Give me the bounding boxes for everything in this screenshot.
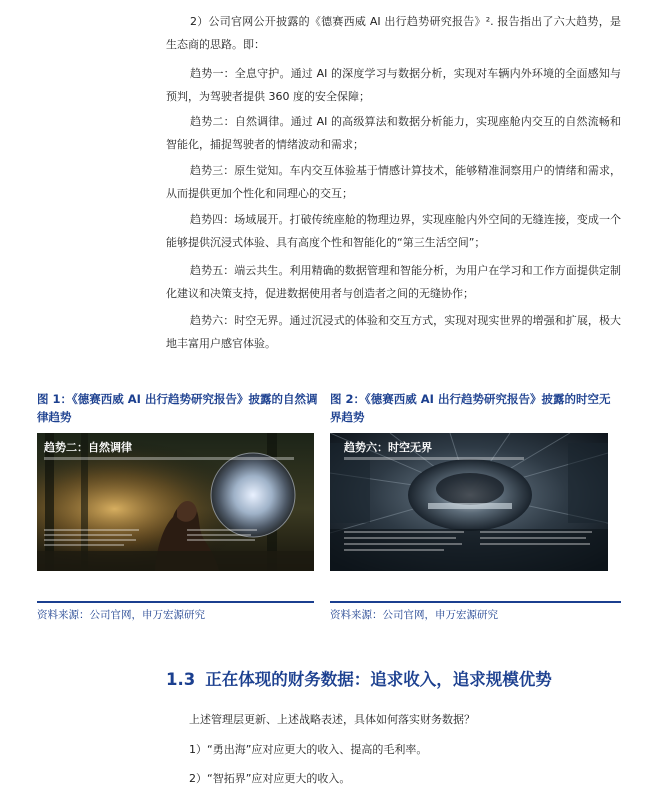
figure-1-title: 图 1：《德赛西威 AI 出行趋势研究报告》披露的自然调律趋势 bbox=[37, 392, 318, 424]
figure-1-rule bbox=[37, 601, 314, 603]
trend-2-paragraph bbox=[166, 110, 621, 156]
figure-2-title: 图 2：《德赛西威 AI 出行趋势研究报告》披露的时空无界趋势 bbox=[330, 392, 611, 424]
trend-6-label: 趋势六：时空无界。 bbox=[190, 314, 290, 327]
trend-1-label: 趋势一：全息守护。 bbox=[190, 67, 291, 80]
trend-4-text: 打破传统座舱的物理边界，实现座舱内外空间的无缝连接，变成一个能够提供沉浸式体验、具有高度个性和智能化的“第三生活空间”； bbox=[166, 213, 622, 249]
trend-1-text: 通过 AI 的深度学习与数据分析，实现对车辆内外环境的全面感知与预判，为驾驶者提供 360 度的安全保障； bbox=[166, 67, 622, 103]
trend-5-paragraph bbox=[166, 259, 621, 305]
trend-2-label: 趋势二：自然调律。 bbox=[190, 115, 291, 128]
trend-4-paragraph bbox=[166, 208, 621, 254]
intro-paragraph: 2）公司官网公开披露的《德赛西威 AI 出行趋势研究报告》². 报告指出了六大趋势，是生态商的思路。即： bbox=[166, 15, 621, 51]
trend-5-text: 利用精确的数据管理和智能分析，为用户在学习和工作方面提供定制化建议和决策支持，促进数据使用者与创造者之间的无缝协作； bbox=[166, 264, 622, 300]
figure-1-image bbox=[37, 433, 314, 571]
section-heading bbox=[166, 666, 552, 690]
figure-2-image-heading: 趋势六：时空无界 bbox=[344, 441, 432, 454]
trend-2-text: 通过 AI 的高级算法和数据分析能力，实现座舱内交互的自然流畅和智能化，捕捉驾驶者的情绪波动和需求； bbox=[166, 115, 622, 151]
figure-2-source: 资料来源：公司官网，申万宏源研究 bbox=[330, 609, 498, 621]
section-title-text: 正在体现的财务数据：追求收入，追求规模优势 bbox=[205, 670, 552, 689]
body-line-1: 上述管理层更新、上述战略表述，具体如何落实财务数据？ bbox=[189, 713, 475, 726]
body-line-3: 2）“智拓界”应对应更大的收入。 bbox=[189, 772, 351, 785]
body-line-2: 1）“勇出海”应对应更大的收入、提高的毛利率。 bbox=[189, 743, 428, 756]
figure-2-image bbox=[330, 433, 608, 571]
trend-4-label: 趋势四：场域展开。 bbox=[190, 213, 290, 226]
figure-1-source: 资料来源：公司官网，申万宏源研究 bbox=[37, 609, 205, 621]
trend-6-paragraph bbox=[166, 309, 621, 355]
trend-3-paragraph bbox=[166, 159, 621, 205]
trend-5-label: 趋势五：端云共生。 bbox=[190, 264, 290, 277]
section-number: 1.3 bbox=[166, 670, 196, 689]
figure-1-image-heading: 趋势二：自然调律 bbox=[44, 441, 132, 454]
trend-6-text: 通过沉浸式的体验和交互方式，实现对现实世界的增强和扩展，极大地丰富用户感官体验。 bbox=[166, 314, 622, 350]
figure-2-rule bbox=[330, 601, 621, 603]
trend-1-paragraph bbox=[166, 62, 621, 108]
trend-3-label: 趋势三：原生觉知。 bbox=[190, 164, 290, 177]
trend-3-text: 车内交互体验基于情感计算技术，能够精准洞察用户的情绪和需求，从而提供更加个性化和同理心的交互； bbox=[166, 164, 622, 200]
